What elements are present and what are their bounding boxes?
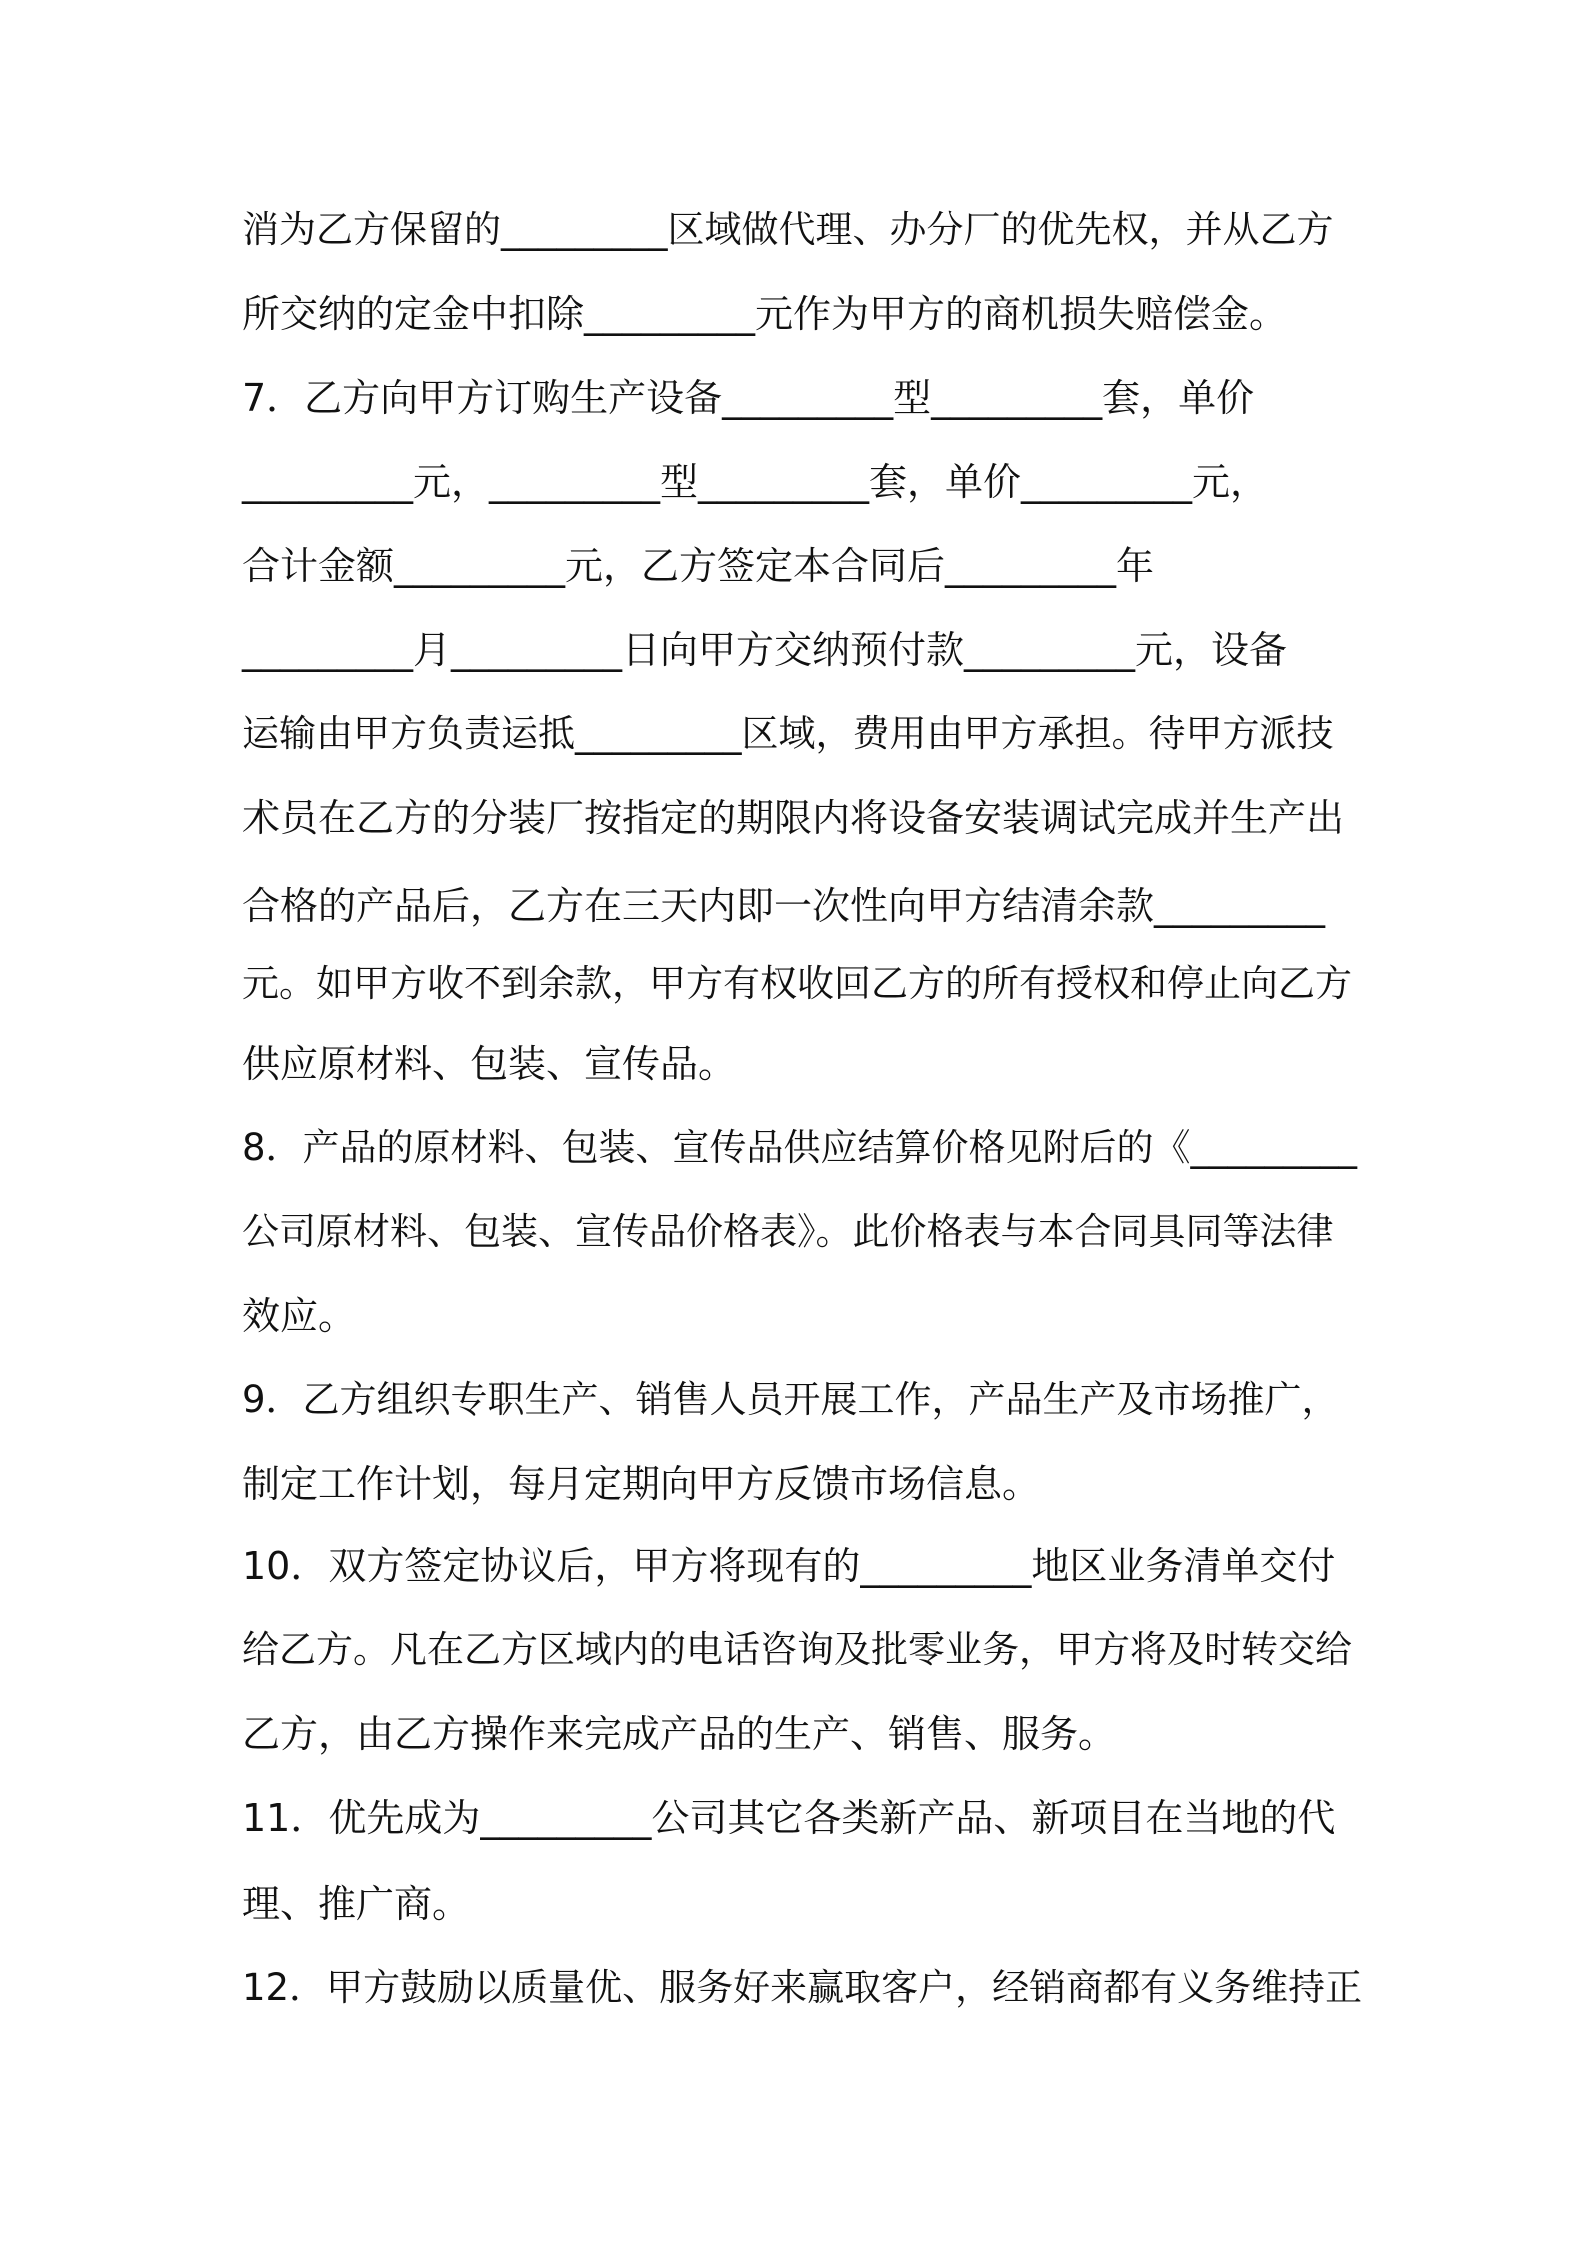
text-line: 元。如甲方收不到余款，甲方有权收回乙方的所有授权和停止向乙方 xyxy=(242,962,1352,1005)
text-line: 合计金额_________元，乙方签定本合同后_________年 xyxy=(242,544,1155,588)
text-line: 12．甲方鼓励以质量优、服务好来赢取客户，经销商都有义务维持正 xyxy=(242,1966,1363,2009)
text-line: 运输由甲方负责运抵_________区域，费用由甲方承担。待甲方派技 xyxy=(242,712,1334,755)
text-line: 11．优先成为_________公司其它各类新产品、新项目在当地的代 xyxy=(242,1796,1336,1840)
text-line: 7．乙方向甲方订购生产设备_________型_________套，单价 xyxy=(242,376,1255,420)
text-line: 8．产品的原材料、包装、宣传品供应结算价格见附后的《_________ xyxy=(242,1126,1358,1169)
text-line: 术员在乙方的分装厂按指定的期限内将设备安装调试完成并生产出 xyxy=(242,796,1345,840)
text-line: 公司原材料、包装、宣传品价格表》。此价格表与本合同具同等法律 xyxy=(242,1210,1334,1253)
text-line: 所交纳的定金中扣除_________元作为甲方的商机损失赔偿金。 xyxy=(242,292,1288,336)
text-line: 9．乙方组织专职生产、销售人员开展工作，产品生产及市场推广， xyxy=(242,1378,1339,1421)
text-line: 10．双方签定协议后，甲方将现有的_________地区业务清单交付 xyxy=(242,1544,1336,1588)
text-line: _________元，_________型_________套，单价_________元， xyxy=(242,460,1269,504)
text-line: 合格的产品后，乙方在三天内即一次性向甲方结清余款_________ xyxy=(242,884,1326,928)
text-line: 供应原材料、包装、宣传品。 xyxy=(242,1042,737,1086)
text-line: 给乙方。凡在乙方区域内的电话咨询及批零业务，甲方将及时转交给 xyxy=(242,1628,1352,1671)
text-line: 乙方，由乙方操作来完成产品的生产、销售、服务。 xyxy=(242,1712,1117,1756)
text-line: 制定工作计划，每月定期向甲方反馈市场信息。 xyxy=(242,1462,1041,1506)
text-line: 消为乙方保留的_________区域做代理、办分厂的优先权，并从乙方 xyxy=(242,208,1334,251)
text-line: 效应。 xyxy=(242,1294,357,1338)
text-line: 理、推广商。 xyxy=(242,1882,471,1926)
text-line: _________月_________日向甲方交纳预付款_________元，设备 xyxy=(242,628,1288,672)
